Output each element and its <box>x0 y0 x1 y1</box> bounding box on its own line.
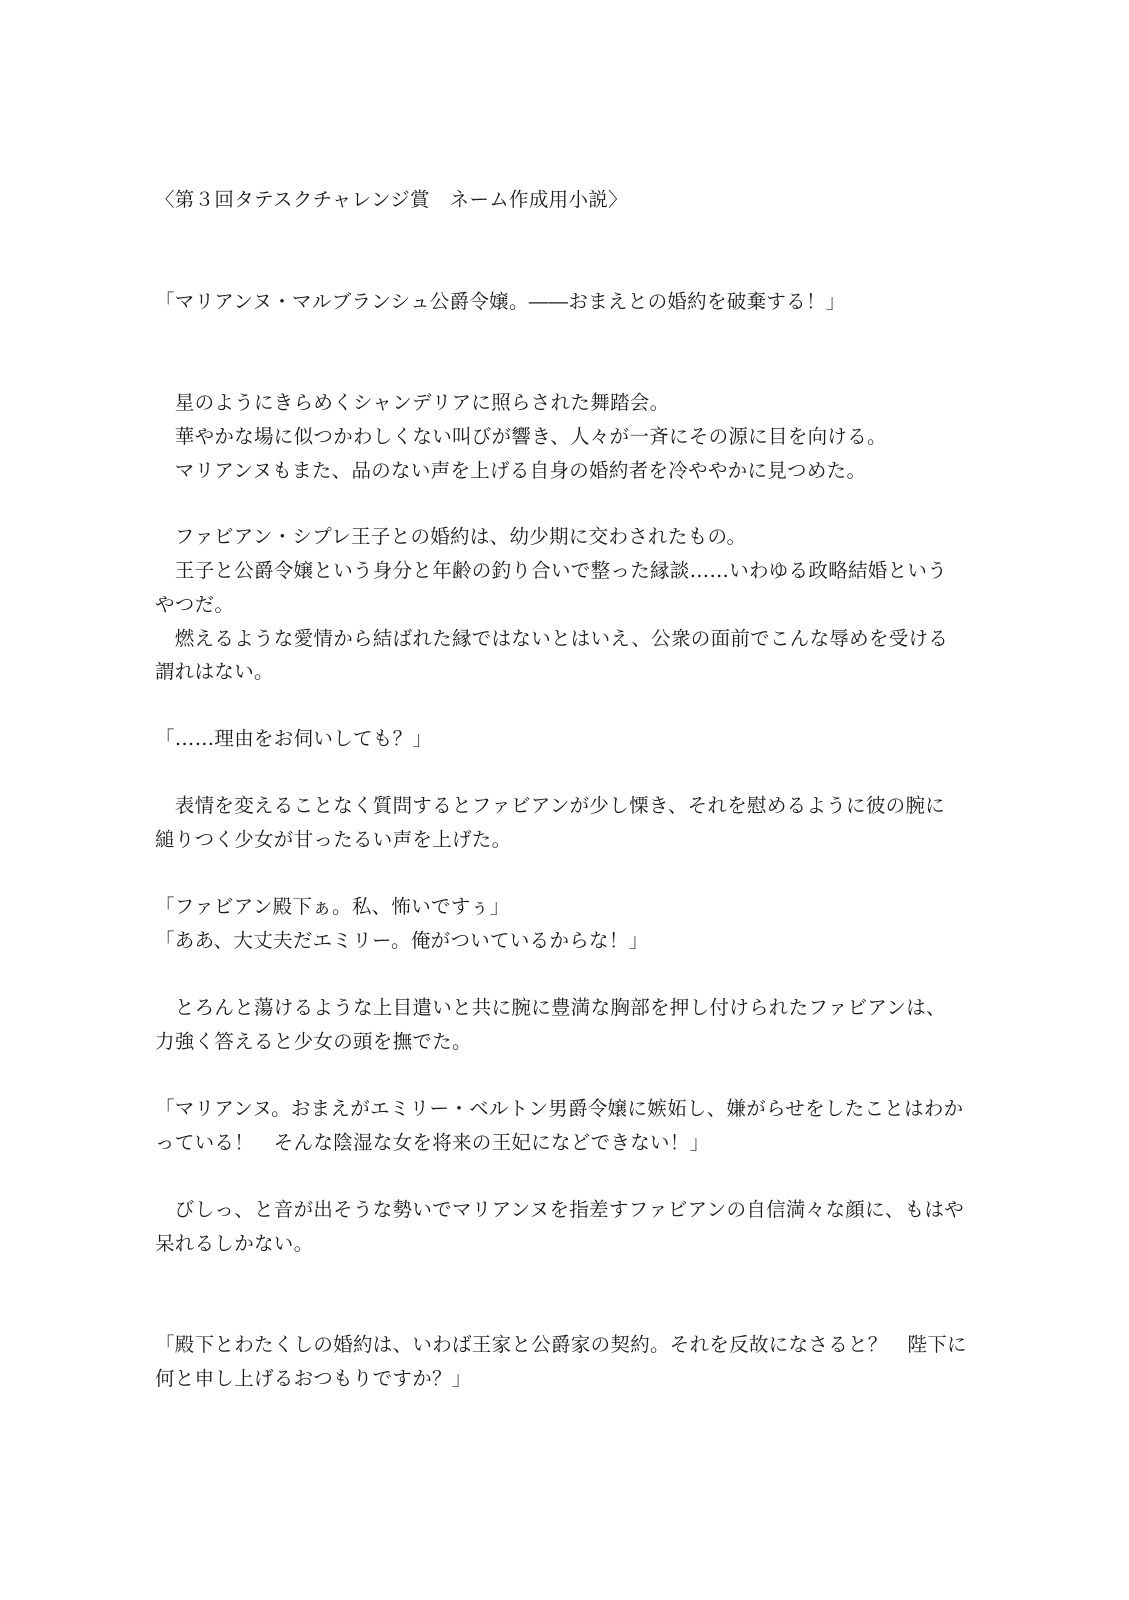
paragraph-line: 「ファビアン殿下ぁ。私、怖いですぅ」 <box>155 895 510 918</box>
paragraph-line: やつだ。 <box>155 593 235 616</box>
paragraph-line: 表情を変えることなく質問するとファビアンが少し慄き、それを慰めるように彼の腕に <box>155 794 946 817</box>
paragraph-line: 星のようにきらめくシャンデリアに照らされた舞踏会。 <box>155 391 670 414</box>
paragraph-line: びしっ、と音が出そうな勢いでマリアンヌを指差すファビアンの自信満々な顔に、もはや <box>155 1198 965 1221</box>
paragraph-line: 力強く答えると少女の頭を撫でた。 <box>155 1030 472 1053</box>
paragraph-line: 「マリアンヌ・マルブランシュ公爵令嬢。――おまえとの婚約を破棄する！」 <box>155 290 846 313</box>
paragraph-line: 燃えるような愛情から結ばれた縁ではないとはいえ、公衆の面前でこんな辱めを受ける <box>155 627 949 650</box>
paragraph-line: 縋りつく少女が甘ったるい声を上げた。 <box>155 828 512 851</box>
paragraph-line: 「……理由をお伺いしても？」 <box>155 727 433 750</box>
paragraph-line: マリアンヌもまた、品のない声を上げる自身の婚約者を冷ややかに見つめた。 <box>155 459 867 482</box>
paragraph-line: 「ああ、大丈夫だエミリー。俺がついているからな！」 <box>155 929 649 952</box>
document-heading: 〈第３回タテスクチャレンジ賞 ネーム作成用小説〉 <box>155 188 628 211</box>
paragraph-line: 呆れるしかない。 <box>155 1232 314 1255</box>
paragraph-line: っている！ そんな陰湿な女を将来の王妃になどできない！」 <box>155 1131 710 1154</box>
paragraph-line: 「殿下とわたくしの婚約は、いわば王家と公爵家の契約。それを反故になさると？ 陛下に <box>155 1333 967 1356</box>
paragraph-line: ファビアン・シプレ王子との婚約は、幼少期に交わされたもの。 <box>155 525 747 548</box>
paragraph-line: 華やかな場に似つかわしくない叫びが響き、人々が一斉にその源に目を向ける。 <box>155 425 887 448</box>
paragraph-line: 謂れはない。 <box>155 660 274 683</box>
paragraph-line: 何と申し上げるおつもりですか？」 <box>155 1367 472 1390</box>
paragraph-line: 王子と公爵令嬢という身分と年齢の釣り合いで整った縁談……いわゆる政略結婚という <box>155 559 948 582</box>
paragraph-line: とろんと蕩けるような上目遣いと共に腕に豊満な胸部を押し付けられたファビアンは、 <box>155 996 946 1019</box>
paragraph-line: 「マリアンヌ。おまえがエミリー・ベルトン男爵令嬢に嫉妬し、嫌がらせをしたことはわか <box>155 1097 964 1120</box>
